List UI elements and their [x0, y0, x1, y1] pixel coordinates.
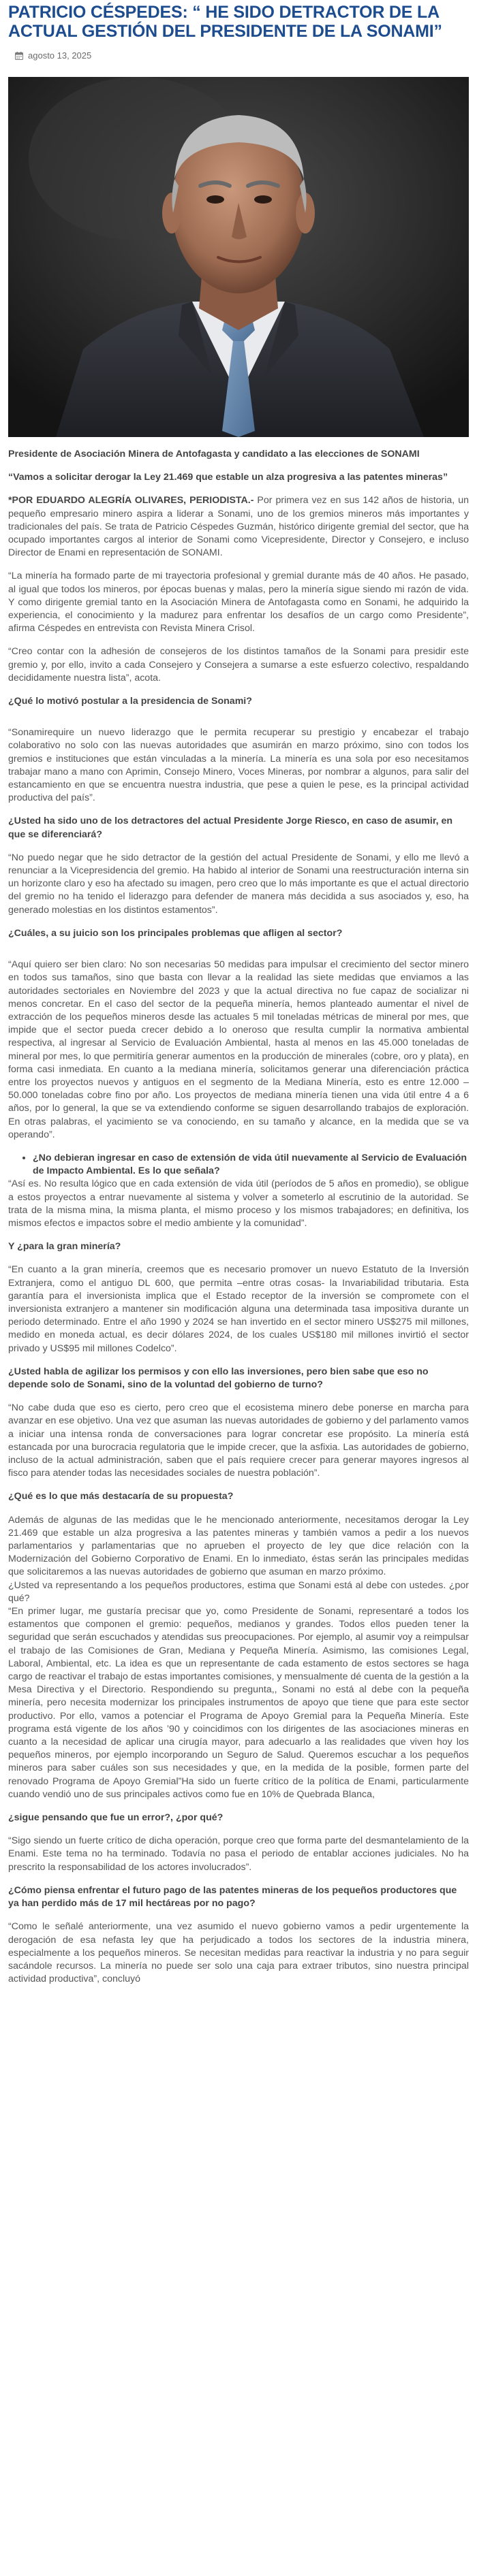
article-subtitle: “Vamos a solicitar derogar la Ley 21.469 que estable un alza progresiva a las patentes mineras”	[8, 472, 448, 483]
answer: “Como le señalé anteriormente, una vez asumido el nuevo gobierno vamos a pedir urgentemente la derogación de esa nefasta ley que ha perjudicado a todos los sectores de la industria minera, especialmente a los pequeños mineros. Se necesitan medidas para reactivar la industria y no para seguir sacándole recursos. La minería no puede ser solo una caja para extraer tributos, sino nuestra principal actividad productiva”, concluyó	[8, 1921, 469, 1985]
paragraph: “Creo contar con la adhesión de consejeros de los distintos tamaños de la Sonami para presidir este gremio y, por ello, invito a cada Consejero y Consejera a sumarse a este esfuerzo colectivo, respaldando decididamente nuestra lista”, acota.	[8, 646, 469, 683]
post-meta	[0, 41, 477, 69]
calendar-icon	[15, 52, 23, 60]
portrait-illustration	[8, 77, 469, 437]
question: ¿Usted habla de agilizar los permisos y con ello las inversiones, pero bien sabe que eso no depende solo de Sonami, sino de la voluntad del gobierno de turno?	[8, 1366, 429, 1390]
answer: ¿Usted va representando a los pequeños productores, estima que Sonami está al debe con ustedes. ¿por qué?	[8, 1579, 469, 1604]
answer: “En primer lugar, me gustaría precisar que yo, como Presidente de Sonami, representaré a todos los estamentos que componen el gremio: pequeños, medianos y grandes. Todos ellos pueden tener la seguridad que serán escuchados y atendidas sus preocupaciones. Por ejemplo, al asumir voy a reimpulsar el trabajo de las Comisiones de Gran, Mediana y Pequeña Minería. Asimismo, las comisiones Legal, Laboral, Ambiental, etc. La idea es que un representante de cada estamento de estos sectores se haga cargo de reactivar el trabajo de estas importantes comisiones, y mensualmente dé cuenta de la gestión a la Mesa Directiva y el Directorio. Respondiendo su pregunta,, Sonami no está al debe con la pequeña minería, pero necesita modernizar los principales instrumentos de apoyo que tiene que para este sector productivo. Por ello, vamos a potenciar el Programa de Apoyo Gremial para la Pequeña Minería. Este programa está vigente de los años ’90 y coincidimos con los dirigentes de las asociaciones mineras en cuanto a la necesidad de aplicar una cirugía mayor, para adecuarlo a las realidades que viven hoy los pequeños mineros, por ejemplo incorporando un Seguro de Salud. Queremos escuchar a los pequeños mineros para saber cuáles son sus necesidades y que, en la medida de la posible, formen parte del renovado Programa de Apoyo Gremial”Ha sido un fuerte crítico de la política de Enami, particularmente cuando vendió uno de sus principales activos como fue en 10% de Quebrada Blanca,	[8, 1606, 469, 1800]
question: ¿Cuáles, a su juicio son los principales problemas que afligen al sector?	[8, 927, 343, 939]
hero-image	[8, 77, 469, 437]
answer: “En cuanto a la gran minería, creemos que es necesario promover un nuevo Estatuto de la Inversión Extranjera, como el antiguo DL 600, que permita –entre otras cosas- la Invariabilidad tributaria. Esta garantía para el inversionista implica que el Estado receptor de la inversión se compromete con el inversionista extranjero a mantener sin modificación alguna una determinada tasa impositiva durante un periodo determinado. Entre el año 1990 y 2024 se han invertido en el sector minero US$275 mil millones, medido en moneda actual, es decir dólares 2024, de los cuales US$180 mil millones invirtió el sector privado y US$95 mil millones Codelco”.	[8, 1264, 469, 1354]
byline-text: Por primera vez en sus 142 años de historia, un pequeño empresario minero aspira a liderar a Sonami, uno de los gremios mineros más importantes y tradicionales del país. Se trata de Patricio Céspedes Guzmán, histórico dirigente gremial del sector, que ha ocupado importantes cargos al interior de Sonami como Vicepresidente, Director y Consejero, e incluso Director de Enami en representación de SONAMI.	[8, 495, 469, 559]
question: ¿Qué es lo que más destacaría de su propuesta?	[8, 1491, 234, 1502]
answer: “No puedo negar que he sido detractor de la gestión del actual Presidente de Sonami, y ello me llevó a renunciar a la Vicepresidencia del gremio. Ha habido al interior de Sonami una reestructuración interna sin un horizonte claro y eso ha afectado su imagen, pero creo que lo más importante es que el actual directorio del gremio no ha tenido el liderazgo para defender de manera más decidida a sus asociados y, eso, ha generado molestias en los distintos estamentos”.	[8, 852, 469, 916]
answer: “Así es. No resulta lógico que en cada extensión de vida útil (períodos de 5 años en promedio), se obligue a estos proyectos a entrar nuevamente al sistema y volver a someterlo al escrutinio de la autoridad. Se trata de la misma mina, la misma planta, el mismo proceso y los mismos trabajadores; en definitiva, los mismos efectos e impactos sobre el medio ambiente y la comunidad”.	[8, 1178, 469, 1229]
photo-caption: Presidente de Asociación Minera de Antofagasta y candidato a las elecciones de SONAMI	[8, 449, 420, 460]
question: ¿Qué lo motivó postular a la presidencia de Sonami?	[8, 696, 252, 707]
bullet-question: • ¿No debieran ingresar en caso de extensión de vida útil nuevamente al Servicio de Evaluación de Impacto Ambiental. Es lo que señala?	[33, 1152, 469, 1178]
answer: “Sonamirequire un nuevo liderazgo que le permita recuperar su prestigio y encabezar el trabajo colaborativo no solo con las nuevas autoridades que asumirán en marzo próximo, sino con todos los gremios e instituciones que están vinculadas a la minería. La minería es una sola por eso necesitamos trabajar mano a mano con Aprimin, Consejo Minero, Voces Mineras, por nombrar a algunos, para salir del estancamiento en que se encuentra nuestra industria, que pese a quien le pese, es la principal actividad productiva del país”.	[8, 727, 469, 804]
question: ¿sigue pensando que fue un error?, ¿por qué?	[8, 1812, 224, 1824]
post-date[interactable]: agosto 13, 2025	[28, 50, 92, 61]
answer: “No cabe duda que eso es cierto, pero creo que el ecosistema minero debe ponerse en marcha para avanzar en ese objetivo. Una vez que asuman las nuevas autoridades de gobierno y del parlamento vamos a iniciar una intensa ronda de conversaciones para lograr concretar ese propósito. La minería está estancada por una burocracia regulatoria que le impide crecer, que la asfixia. Las autoridades de gobierno, incluso de la actual administración, saben que el país requiere crecer para generar mayores ingresos al fisco para atender todas las necesidades sociales de nuestra población”.	[8, 1402, 469, 1479]
byline-author: *POR EDUARDO ALEGRÍA OLIVARES, PERIODISTA.-	[8, 495, 254, 506]
question: ¿Usted ha sido uno de los detractores del actual Presidente Jorge Riesco, en caso de asumir, en que se diferenciará?	[8, 816, 453, 840]
answer: Además de algunas de las medidas que le he mencionado anteriormente, necesitamos derogar la Ley 21.469 que estable un alza progresiva a las patentes mineras y también vamos a pedir a los nuevos parlamentarios y parlamentarias que no aprueben el proyecto de ley que dice relación con la Modernización del Gobierno Corporativo de Enami. En lo inmediato, éstas serán las principales medidas que solicitaremos a las nuevas autoridades de gobierno que asuman en marzo próximo.	[8, 1514, 469, 1578]
paragraph: “La minería ha formado parte de mi trayectoria profesional y gremial durante más de 40 años. He pasado, al igual que todos los mineros, por épocas buenas y malas, pero la minería sigue siendo mi razón de vida. Y como dirigente gremial tanto en la Asociación Minera de Antofagasta como en Sonami, he adquirido la experiencia, el conocimiento y la madurez para enfrentar los desafíos de un cargo como Presidente”, afirma Céspedes en entrevista con Revista Minera Crisol.	[8, 570, 469, 634]
question: ¿Cómo piensa enfrentar el futuro pago de las patentes mineras de los pequeños productores que ya han perdido más de 17 mil hectáreas por no pago?	[8, 1884, 457, 1910]
answer: “Aquí quiero ser bien claro: No son necesarias 50 medidas para impulsar el crecimiento del sector minero en todos sus tamaños, sino que basta con llevar a la realidad las siete medidas que enviamos a las autoridades sectoriales en Noviembre del 2023 y que la actual directiva no fue capaz de socializar ni menos concretar. En el caso del sector de la pequeña minería, hemos planteado aumentar el nivel de extracción de los pequeños mineros desde las actuales 5 mil toneladas métricas de mineral por mes, que impide que el sector pueda crecer debido a lo oneroso que resulta cumplir la normativa ambiental respectiva, al ingresar al Servicio de Evaluación Ambiental, hasta al menos en las 45.000 toneladas de mineral por mes, lo que permitiría generar aumentos en la producción de minerales (cobre, oro y plata), en forma casi inmediata. En cuanto a la mediana minería, solicitamos generar una diferenciación práctica entre los proyectos nuevos y antiguos en el segmento de la Mediana Minería, esto es entre 12.000 – 50.000 toneladas cobre fino por año. Los proyectos de mediana minería tienen una vida útil entre 4 a 6 años, por lo general, la que se va extendiendo conforme se siguen desarrollando trabajos de exploración. En otras palabras, el yacimiento se va conociendo, en su tamaño y alcance, en la medida que se va operando”.	[8, 959, 469, 1140]
answer: “Sigo siendo un fuerte crítico de dicha operación, porque creo que forma parte del desmantelamiento de la Enami. Este tema no ha terminado. Todavía no pasa el periodo de entablar acciones judiciales. No ha prescrito la responsabilidad de los actores involucrados”.	[8, 1835, 469, 1873]
article-title: PATRICIO CÉSPEDES: “ HE SIDO DETRACTOR DE LA ACTUAL GESTIÓN DEL PRESIDENTE DE LA SONAMI”	[8, 3, 442, 41]
byline-paragraph	[8, 494, 469, 560]
question: Y ¿para la gran minería?	[8, 1241, 121, 1253]
article-body	[0, 437, 477, 1986]
bullet-list	[8, 1152, 469, 1178]
